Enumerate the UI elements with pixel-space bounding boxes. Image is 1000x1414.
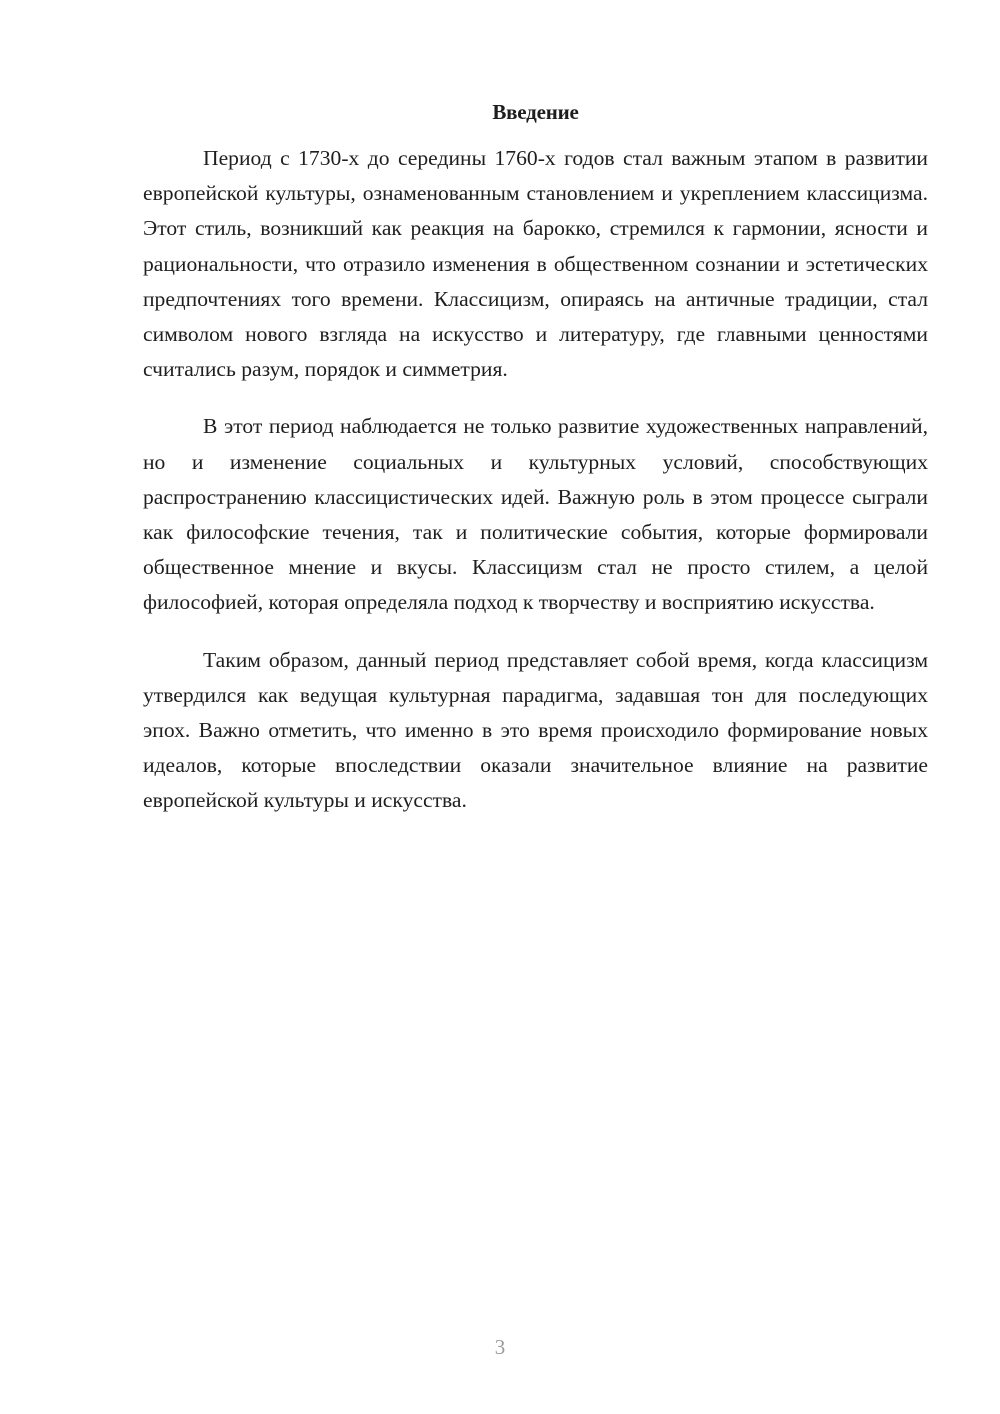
page-number: 3	[494, 1335, 506, 1359]
page-content	[143, 96, 928, 819]
paragraph-1: Период с 1730-х до середины 1760-х годов стал важным этапом в развитии европейской культуры, ознаменованным становлением и укреплением классицизма. Этот стиль, возникший как реакция на барокко, стремился к гармонии, ясности и рациональности, что отразило изменения в общественном сознании и эстетических предпочтениях того времени. Классицизм, опираясь на античные традиции, стал символом нового взгляда на искусство и литературу, где главными ценностями считались разум, порядок и симметрия.	[143, 146, 928, 382]
paragraph-2: В этот период наблюдается не только развитие художественных направлений, но и изменение социальных и культурных условий, способствующих распространению классицистических идей. Важную роль в этом процессе сыграли как философские течения, так и политические события, которые формировали общественное мнение и вкусы. Классицизм стал не просто стилем, а целой философией, которая определяла подход к творчеству и восприятию искусства.	[143, 414, 928, 615]
paragraph-3: Таким образом, данный период представляет собой время, когда классицизм утвердился как ведущая культурная парадигма, задавшая тон для последующих эпох. Важно отметить, что именно в это время происходило формирование новых идеалов, которые впоследствии оказали значительное влияние на развитие европейской культуры и искусства.	[143, 647, 928, 813]
page-title: Введение	[492, 100, 579, 124]
